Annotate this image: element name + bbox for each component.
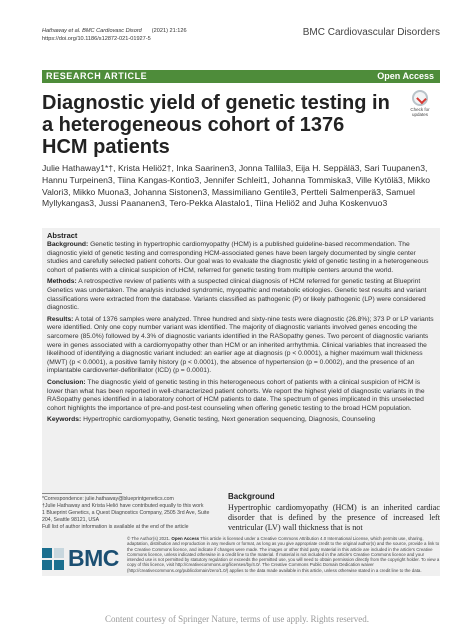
bmc-logo (42, 545, 119, 572)
check-for-updates-label: Check for updates (410, 107, 430, 117)
conclusion-text: The diagnostic yield of genetic testing in this heterogeneous cohort of patients with a clinical suspicion of HCM is lower than what has been reported in well-characterized patient cohorts. We report the highest yield of diagnostic variants in the RASopathy genes identified in a laboratory cohort of HCM patients to date. The spectrum of genes implicated in this unselected cohort highlights the importance of pre-and post-test counseling when offering genetic testing to the broad HCM population. (47, 378, 425, 412)
background-body: Hypertrophic cardiomyopathy (HCM) is an inherited cardiac disorder that is defined by the presence of increased left ventricular (LV) wall thickness that is not (228, 503, 440, 532)
methods-text: A retrospective review of patients with a suspected clinical diagnosis of HCM referred for genetic testing at Blueprint Genetics was undertaken. The analysis included syndromic, myopathic and metabolic etiologies. Genetic test results and variant classifications were extracted from the database. Variants classified as pathogenic (P) or likely pathogenic (LP) were considered diagnostic. (47, 278, 427, 312)
license-open-access: Open Access (171, 536, 200, 541)
keywords-text: Hypertrophic cardiomyopathy, Genetic testing, Next generation sequencing, Diagnosis, Counseling (83, 416, 376, 424)
conclusion-label: Conclusion: (47, 378, 86, 386)
crossmark-icon (412, 90, 428, 106)
correspondence-email[interactable]: *Correspondence: julie.hathaway@blueprintgenetics.com (42, 496, 174, 502)
equal-contribution-note: †Julie Hathaway and Krista Heliö have contributed equally to this work (42, 503, 204, 509)
abstract-heading: Abstract (47, 231, 78, 240)
bmc-logo-text: BMC (68, 545, 119, 571)
open-access-badge: Open Access (371, 70, 440, 83)
bmc-squares-icon (42, 548, 64, 570)
author-list: Julie Hathaway1*†, Krista Heliö2†, Inka Saarinen3, Jonna Tallila3, Eija H. Seppälä3, Sari Tuupanen3, Hannu Turpeinen3, Tiina Kangas-Kontio3, Jennifer Schleit1, Johanna Tommiska3, Ville Kytölä3, Mikko Valori3, Mikko Muona3, Johanna Sistonen3, Massimiliano Gentile3, Pertteli Salmenperä3, Samuel Myllykangas3, Jussi Paananen3, Tero-Pekka Alastalo1, Tiina Heliö2 and Juha Koskenvuo3 (42, 163, 431, 209)
background-label: Background: (47, 241, 89, 248)
results-label: Results: (47, 315, 74, 323)
abstract-methods (47, 278, 435, 312)
footnote-divider (42, 493, 122, 494)
footnotes (42, 493, 210, 531)
results-text: A total of 1376 samples were analyzed. Three hundred and sixty-nine tests were diagnostic (26.8%); 373 P or LP variants were identified. Only one copy number variant was identified. The majority of diagnostic variants involved genes encoding the sarcomere (85.0%) followed by 4.3% of diagnostic variants identified in the RASopathy genes. Two percent of diagnostic variants were in genes associated with a cardiomyopathy other than HCM or an inherited arrhythmia. Clinical variables that increased the likelihood of identifying a diagnostic variant included: an earlier age at diagnosis (p < 0.0001), a higher maximum wall thickness (MWT) (p < 0.0001), a positive family history (p < 0.0001), the absence of hypertension (p = 0.0002), and the presence of an implantable cardioverter-defibrillator (ICD) (p = 0.0001). (47, 315, 434, 375)
doi-link[interactable]: https://doi.org/10.1186/s12872-021-01927-5 (42, 36, 151, 42)
affiliation-note: 1 Blueprint Genetics, a Quest Diagnostics Company, 2505 3rd Ave, Suite 204, Seattle 98121, USA (42, 510, 210, 523)
check-for-updates-button[interactable] (405, 90, 435, 117)
license-statement (127, 536, 440, 573)
article-title: Diagnostic yield of genetic testing in a heterogeneous cohort of 1376 HCM patients (42, 92, 390, 158)
abstract-conclusion (47, 379, 435, 413)
citation-year-volume: (2021) 21:126 (151, 28, 187, 34)
article-type-label: RESEARCH ARTICLE (46, 71, 148, 81)
author-info-note: Full list of author information is available at the end of the article (42, 524, 189, 530)
abstract-background (47, 241, 435, 275)
methods-label: Methods: (47, 278, 77, 286)
keywords-label: Keywords: (47, 416, 82, 424)
background-text: Genetic testing in hypertrophic cardiomyopathy (HCM) is a published guideline-based recommendation. The diagnostic yield of genetic testing and corresponding HCM-associated genes have been largely documented by single center studies and carefully selected patient cohorts. Our goal was to evaluate the diagnostic yield of genetic testing in a heterogeneous cohort of patients with a clinical suspicion of HCM, referred for genetic testing from multiple centers around the world. (47, 241, 429, 274)
background-heading: Background (228, 492, 275, 501)
license-text: This article is licensed under a Creative Commons Attribution 4.0 International License, which permits use, sharing, adaptation, distribution and reproduction in any medium or format, as long as you give appropriate credit to the original author(s) and the source, provide a link to the Creative Commons licence, and indicate if changes were made. The images or other third party material in this article are included in the article's Creative Commons licence, unless indicated otherwise in a credit line to the material. If material is not included in the article's Creative Commons licence and your intended use is not permitted by statutory regulation or exceeds the permitted use, you will need to obtain permission directly from the copyright holder. To view a copy of this licence, visit http://creativecommons.org/licenses/by/4.0/. The Creative Commons Public Domain Dedication waiver (http://creativecommons.org/publicdomain/zero/1.0/) applies to the data made available in this article, unless otherwise stated in a credit line to the data. (127, 536, 440, 573)
citation-header (42, 27, 187, 43)
page-footer: Content courtesy of Springer Nature, terms of use apply. Rights reserved. (104, 614, 370, 624)
license-copyright: © The Author(s) 2021. (127, 536, 171, 541)
article-type-banner (42, 70, 440, 83)
abstract-keywords (47, 416, 435, 425)
journal-name: BMC Cardiovascular Disorders (302, 27, 440, 38)
citation-text: Hathaway et al. BMC Cardiovasc Disord (42, 28, 142, 34)
background-section (228, 492, 440, 533)
abstract-results (47, 316, 435, 376)
